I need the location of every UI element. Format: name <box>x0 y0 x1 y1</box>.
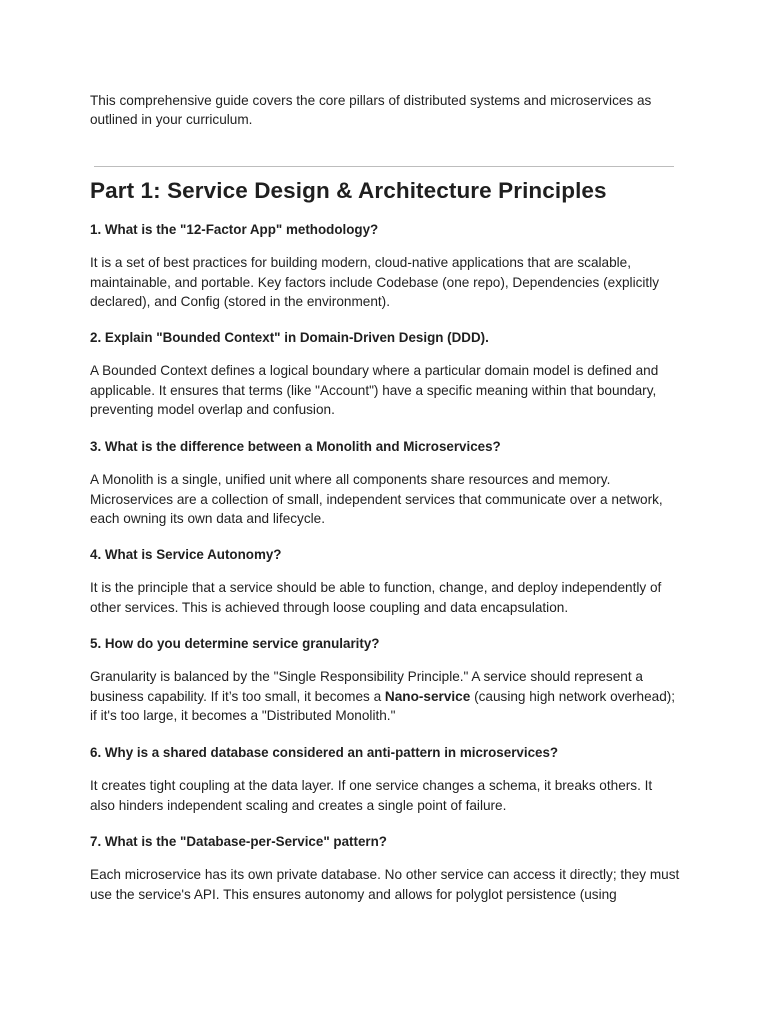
qa-item-2 <box>90 328 680 420</box>
qa-item-3 <box>90 437 680 529</box>
question: 2. Explain "Bounded Context" in Domain-Driven Design (DDD). <box>90 330 489 345</box>
question: 4. What is Service Autonomy? <box>90 547 282 562</box>
intro-paragraph: This comprehensive guide covers the core pillars of distributed systems and microservices as outlined in your curriculum. <box>90 93 652 127</box>
question: 7. What is the "Database-per-Service" pattern? <box>90 834 387 849</box>
answer: It is a set of best practices for building modern, cloud-native applications that are scalable, maintainable, and portable. Key factors include Codebase (one repo), Dependencies (explicitly declared), and Config (stored in the environment). <box>90 255 660 309</box>
qa-item-1 <box>90 220 680 312</box>
qa-item-7 <box>90 832 680 904</box>
answer-text: (causing high network overhead); if it's too large, it becomes a "Distributed Monolith." <box>90 688 676 723</box>
question: 5. How do you determine service granularity? <box>90 636 380 651</box>
answer-text: Granularity is balanced by the "Single Responsibility Principle." A service should represent a business capability. If it’s too small, it becomes a <box>90 669 643 704</box>
section-divider <box>94 166 674 167</box>
part-heading: Part 1: Service Design & Architecture Principles <box>90 178 607 203</box>
answer-emphasis: Nano-service <box>384 688 471 704</box>
qa-item-6 <box>90 743 680 815</box>
document-body <box>90 91 680 129</box>
qa-item-5 <box>90 634 680 726</box>
answer: A Bounded Context defines a logical boundary where a particular domain model is defined and applicable. It ensures that terms (like "Account") have a specific meaning within that boundary, preventing model overlap and confusion. <box>90 363 659 417</box>
answer <box>90 667 680 726</box>
answer: It is the principle that a service should be able to function, change, and deploy independently of other services. This is achieved through loose coupling and data encapsulation. <box>90 580 662 615</box>
question: 6. Why is a shared database considered an anti-pattern in microservices? <box>90 745 559 760</box>
question: 3. What is the difference between a Monolith and Microservices? <box>90 439 501 454</box>
answer: Each microservice has its own private database. No other service can access it directly; they must use the service's API. This ensures autonomy and allows for polyglot persistence (using <box>90 867 680 902</box>
question: 1. What is the "12-Factor App" methodology? <box>90 222 379 237</box>
answer: A Monolith is a single, unified unit where all components share resources and memory. Microservices are a collection of small, independent services that communicate over a network, each owning its own data and lifecycle. <box>90 472 663 526</box>
qa-item-4 <box>90 545 680 617</box>
answer: It creates tight coupling at the data layer. If one service changes a schema, it breaks others. It also hinders independent scaling and creates a single point of failure. <box>90 778 653 813</box>
